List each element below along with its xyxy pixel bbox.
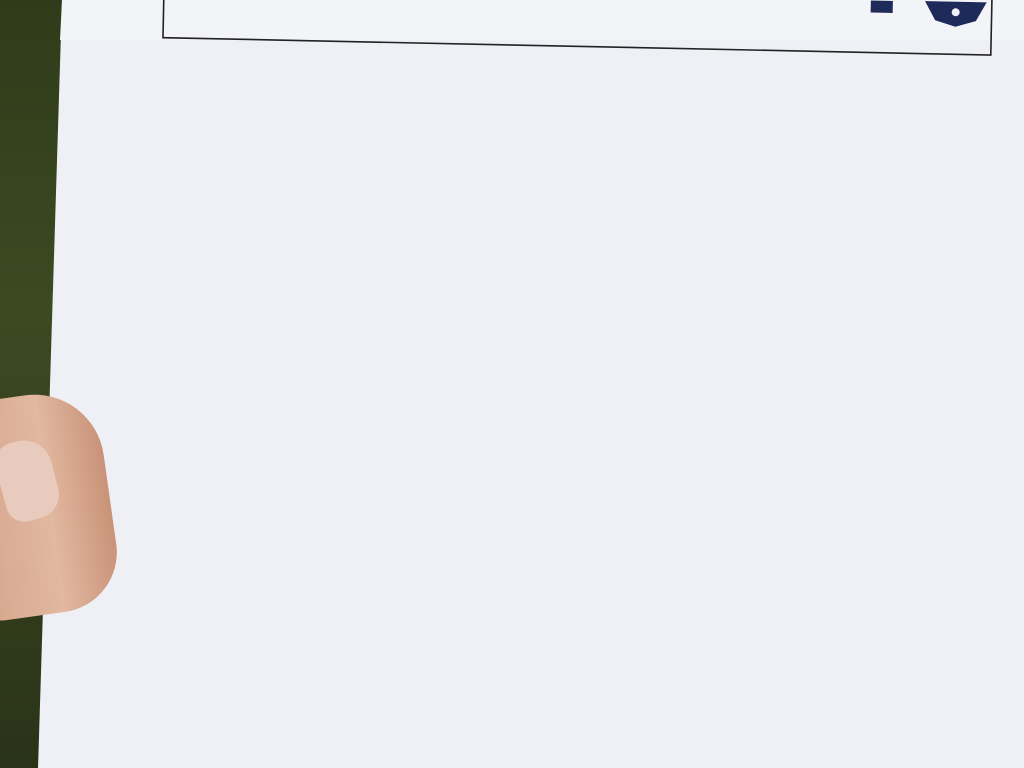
federation-logo — [871, 1, 893, 13]
paper-sheet — [38, 0, 1024, 768]
